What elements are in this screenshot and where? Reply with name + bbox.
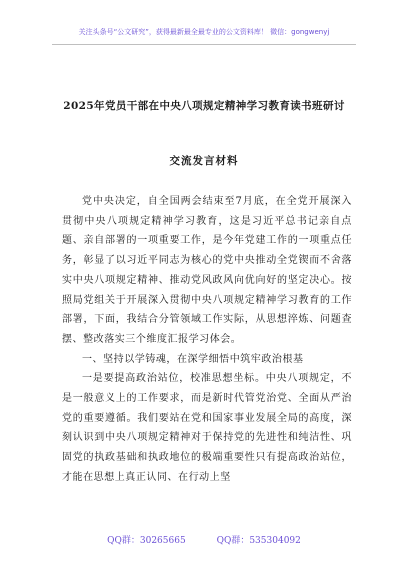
header-banner: 关注头条号“公文研究”，获得最新最全最专业的公文资料库！ 微信：gongwenyj — [78, 28, 330, 36]
body-paragraph-intro: 党中央决定，自全国两会结束至7月底，在全党开展深入贯彻中央八项规定精神学习教育，这是习近平总书记亲自点题、亲自部署的一项重要工作，是今年党建工作的一项重点任务，彰显了以习近平同志为核心的党中央推动全党锲而不舍落实中央八项规定精神、推动党风政风向优向好的坚定决心。按照局党组关于开展深入贯彻中央八项规定精神学习教育的工作部署，下面，我结合分管领域工作实际，从思想淬炼、问题查摆、整改落实三个维度汇报学习体会。 — [62, 196, 352, 345]
body-paragraph-point-1: 一是要提高政治站位，校准思想坐标。中央八项规定，不是一般意义上的工作要求，而是新时代管党治党、全面从严治党的重要遵循。我们要站在党和国家事业发展全局的高度，深刻认识到中央八项规定精神对于保持党的先进性和纯洁性、巩固党的执政基础和执政地位的极端重要性只有提高政治站位，才能在思想上真正认同、在行动上坚 — [62, 373, 352, 483]
footer-qq-group-1: QQ群：30265665 — [107, 536, 186, 546]
document-body — [62, 192, 352, 488]
header-divider — [52, 44, 356, 45]
section-heading-1: 一、坚持以学铸魂，在深学细悟中筑牢政治根基 — [82, 353, 304, 365]
document-title: 2025年党员干部在中央八项规定精神学习教育读书班研讨 — [63, 100, 345, 112]
document-subtitle: 交流发言材料 — [169, 155, 239, 167]
footer-qq-group-2: QQ群：535304092 — [216, 536, 301, 546]
footer-contacts — [0, 533, 408, 546]
